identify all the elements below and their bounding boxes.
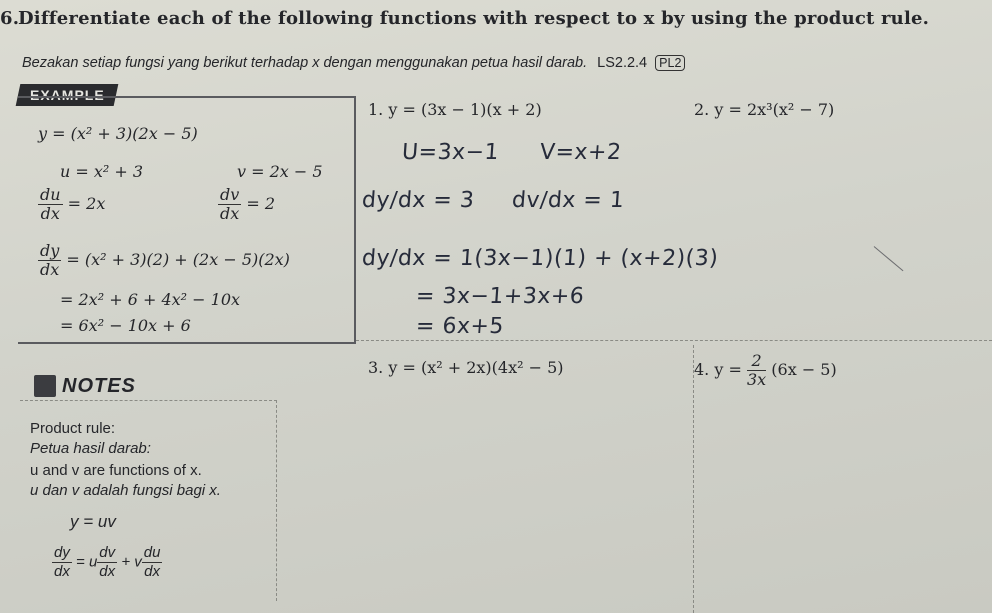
level-badge: PL2 <box>655 55 685 71</box>
handwritten-u: U=3x−1 <box>401 140 500 165</box>
example-u-def: u = x² + 3 <box>60 162 144 181</box>
handwritten-du: dy/dx = 3 <box>361 188 476 213</box>
notes-rule-en: Product rule: <box>30 420 116 437</box>
subtitle <box>22 55 685 71</box>
notes-formula-2: $\frac{dy}{dx}$ = u $\frac{dv}{dx}$ + v $\frac{du}{dx}$ <box>54 544 161 580</box>
example-dy-dx <box>38 242 290 279</box>
learning-code: LS2.2.4 <box>597 55 648 71</box>
notes-uv-en: u and v are functions of x. <box>30 462 202 479</box>
notes-uv-ms: u dan v adalah fungsi bagi x. <box>30 482 221 499</box>
problem-3: 3. y = (x² + 2x)(4x² − 5) <box>368 358 564 377</box>
problem-4 <box>694 352 837 389</box>
handwritten-v: V=x+2 <box>539 140 623 165</box>
dy-value: = (x² + 3)(2) + (2x − 5)(2x) <box>66 250 290 269</box>
dv-value: = 2 <box>246 194 276 213</box>
notes-icon <box>34 375 56 397</box>
handwritten-step-3: = 6x+5 <box>415 314 505 339</box>
handwritten-dy: dy/dx = 1(3x−1)(1) + (x+2)(3) <box>361 246 720 271</box>
notes-formula-1: y = uv <box>70 512 116 531</box>
question-title <box>0 8 930 29</box>
subtitle-text: Bezakan setiap fungsi yang berikut terhadap x dengan menggunakan petua hasil darab. <box>22 55 588 71</box>
handwritten-step-2: = 3x−1+3x+6 <box>415 284 586 309</box>
example-v-def: v = 2x − 5 <box>237 162 323 181</box>
example-tag-label: EXAMPLE <box>29 87 105 103</box>
notes-rule-ms: Petua hasil darab: <box>30 440 151 457</box>
example-step-2: = 2x² + 6 + 4x² − 10x <box>60 290 241 309</box>
problem-4-suffix: (6x − 5) <box>771 360 837 379</box>
problem-2: 2. y = 2x³(x² − 7) <box>694 100 835 119</box>
handwritten-dv: dv/dx = 1 <box>511 188 626 213</box>
notes-title: NOTES <box>62 375 136 397</box>
section-divider <box>356 340 992 341</box>
problem-1: 1. y = (3x − 1)(x + 2) <box>368 100 542 119</box>
problem-4-prefix: 4. y = <box>694 360 742 379</box>
dy-fraction: $\frac{dy}{dx}$ <box>40 241 60 279</box>
question-number: 6. <box>0 8 20 29</box>
column-divider <box>693 345 694 613</box>
example-du-dx <box>38 186 105 223</box>
dv-fraction: $\frac{dv}{dx}$ <box>220 185 240 223</box>
example-step-3: = 6x² − 10x + 6 <box>60 316 191 335</box>
du-value: = 2x <box>67 194 106 213</box>
title-text: Differentiate each of the following functions with respect to x by using the product rule. <box>18 8 930 29</box>
example-dv-dx <box>218 186 275 223</box>
pen-stroke <box>874 246 904 271</box>
example-function: y = (x² + 3)(2x − 5) <box>38 124 198 143</box>
du-fraction: $\frac{du}{dx}$ <box>40 185 61 223</box>
problem-4-fraction: $\frac{2}{3x}$ <box>746 351 767 389</box>
